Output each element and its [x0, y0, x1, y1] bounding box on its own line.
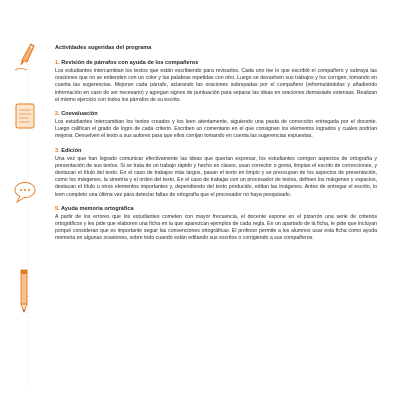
section-number: 2.	[55, 111, 60, 118]
section-number: 1.	[55, 60, 60, 66]
section-heading	[55, 111, 377, 118]
section-heading	[55, 206, 377, 213]
pen-nib-icon	[15, 44, 34, 70]
section-body: Los estudiantes intercambian los textos creados y los leen atentamente, siguiendo una pauta de corrección entregada por el docente. Luego califican el grado de logro de cada criterio. Escriben un comentario en el que consignan los elementos logrados y cuáles podrían mejorar. Devuelven el texto a sus autores para que ellos corrijan tomando en cuenta las sugerencias expuestas.	[55, 119, 377, 140]
section-body: A partir de los errores que los estudiantes cometen con mayor frecuencia, el docente expone en el pizarrón una serie de criterios ortográficos y les pide que elaboren una ficha en la que aparezcan ejemplos de cada regla. En un apartado de la ficha, le pide que incluyan porqué consideran que es importante seguir las convenciones ortográficas. El profesor permite a los alumnos usar esta ficha como ayuda memoria en algunas ocasiones, sobre todo cuando están editando sus escritos o corrigiendo a sus compañeros.	[55, 213, 377, 242]
document-content	[55, 45, 377, 385]
section-heading	[55, 148, 377, 155]
section-heading	[55, 60, 377, 67]
page-title: Actividades sugeridas del programa	[55, 45, 152, 51]
section-number: 3.	[55, 147, 60, 154]
section-title: Revisión de párrafos con ayuda de los compañeros	[61, 60, 199, 66]
section-body: Los estudiantes intercambian los textos que están escribiendo para revisarlos. Cada uno lee lo que escribió el compañero y subraya las oraciones que no se entienden con un color y las palabras repetidas con otro. Luego se devuelven sus trabajos y los corrigen, tomando en cuenta las sugerencias. Mejoran cada párrafo, aclarando las oraciones subrayadas por el compañero (reformulándolas y añadiendo información en caso de ser necesario) y agregan signos de puntuación para separar las ideas en oraciones demasiado extensas. Realizan el mismo ejercicio con todos los párrafos de su escrito.	[55, 68, 377, 103]
section-title: Edición	[61, 147, 82, 154]
section-number: 5.	[55, 205, 60, 212]
section-coevaluation	[55, 111, 377, 141]
speech-bubble-icon	[15, 183, 35, 203]
section-title: Ayuda memoria ortográfica	[61, 205, 134, 212]
section-editing	[55, 148, 377, 199]
scroll-icon	[16, 104, 34, 128]
section-spelling-aid	[55, 206, 377, 243]
section-peer-review	[55, 60, 377, 104]
section-title: Coevaluación	[61, 111, 98, 118]
pencil-icon	[21, 270, 27, 312]
section-body: Una vez que han logrado comunicar efectivamente las ideas que querían expresar, los estudiantes corrigen aspectos de ortografía y presentación de sus textos. Si se trata de un trabajo rápido y hecho en clases, usan corrector o goma, limpian el escrito de correcciones, y destacan el título del texto. En el caso de trabajos más largos, pasan el texto en limpio y se preocupan de los aspectos de presentación, como los márgenes, la simetría y el orden del texto. En el caso de trabajar con un procesador de textos, definen los márgenes y espacios, destacan el título u otros elementos importantes y, dependiendo del texto producido, editan las imágenes. Antes de entregar el escrito, lo leen completo una última vez para detectar faltas de ortografía que el procesador no haya pesquisado.	[55, 155, 377, 198]
